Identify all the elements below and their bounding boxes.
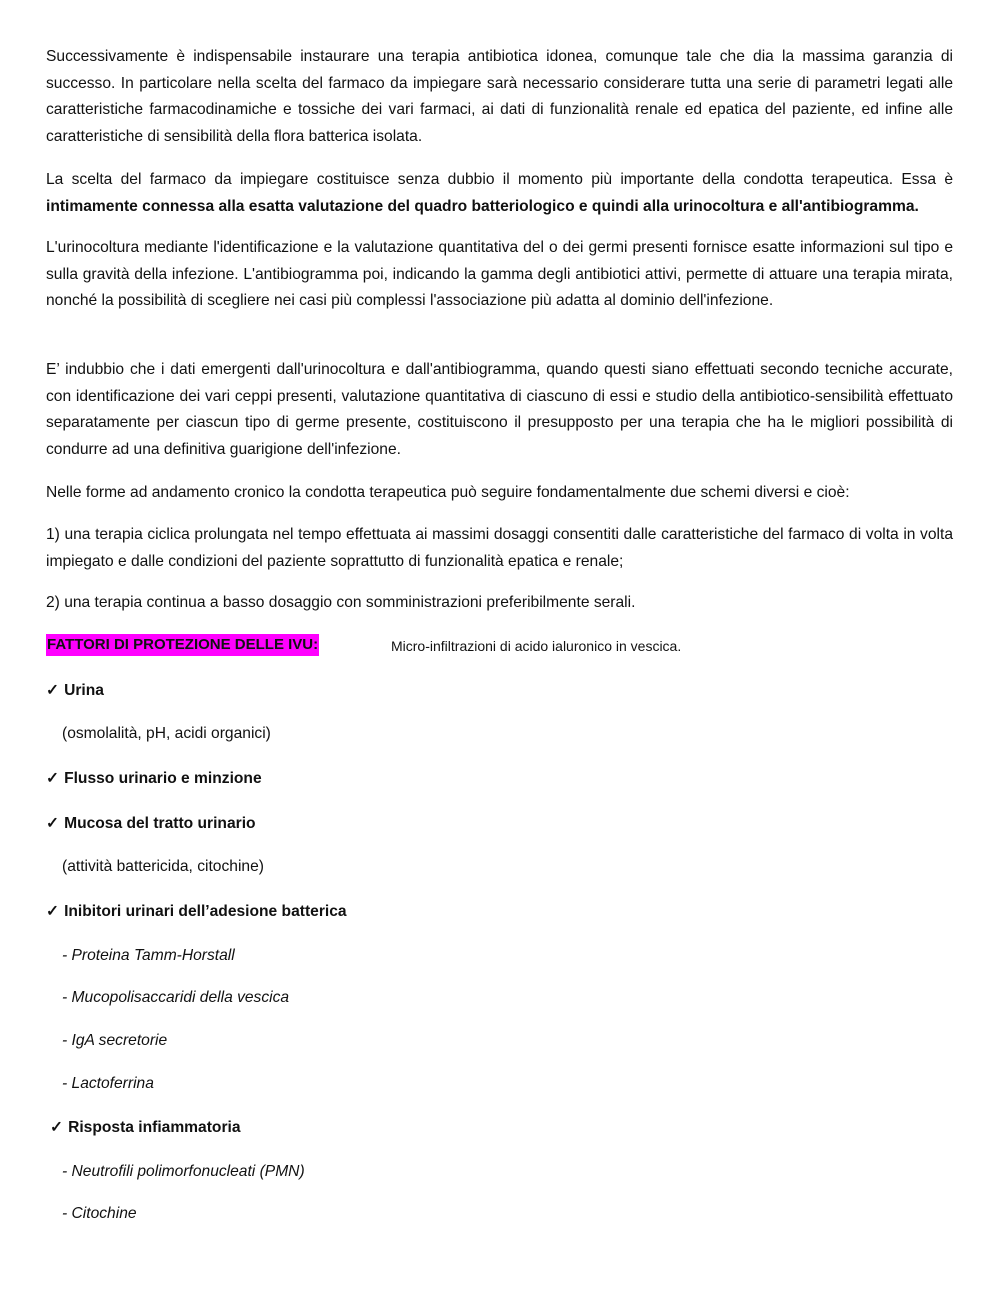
list-item-inibitori [46,901,347,923]
check-icon: ✓ [46,770,60,787]
sub-item: - Lactoferrina [62,1075,154,1092]
list-item-label: Inibitori urinari dell’adesione batterica [64,903,347,920]
section-heading-highlighted: FATTORI DI PROTEZIONE DELLE IVU: [46,634,319,656]
paragraph-urinocoltura: L'urinocoltura mediante l'identificazione e la valutazione quantitativa del o dei germi presenti fornisce esatte informazioni sul tipo e sulla gravità della infezione. L'antibiogramma poi, indicando la gamma degli antibiotici attivi, permette di attuare una terapia mirata, nonché la possibilità di scegliere nei casi più complessi l'associazione più adatta al dominio dell'infezione. [46,239,953,309]
list-item-detail: (attività battericida, citochine) [62,858,264,875]
sub-item: - IgA secretorie [62,1032,168,1049]
list-item-label: Flusso urinario e minzione [64,770,262,787]
paragraph-cyclic-therapy: 1) una terapia ciclica prolungata nel tempo effettuata ai massimi dosaggi consentiti dalle caratteristiche del farmaco di volta in volta impiegato e dalle condizioni del paziente soprattutto di funzionalità epatica e renale; [46,526,953,570]
list-item-label: Mucosa del tratto urinario [64,815,256,832]
paragraph-drug-choice-text: La scelta del farmaco da impiegare costituisce senza dubbio il momento più importante della condotta terapeutica. Essa è [46,171,953,188]
list-item-detail: (osmolalità, pH, acidi organici) [62,725,271,742]
sub-item: - Citochine [62,1205,137,1222]
paragraph-continuous-therapy: 2) una terapia continua a basso dosaggio con somministrazioni preferibilmente serali. [46,594,636,611]
sub-item: - Mucopolisaccaridi della vescica [62,989,290,1006]
check-icon: ✓ [50,1119,64,1136]
paragraph-antibiotic-therapy: Successivamente è indispensabile instaurare una terapia antibiotica idonea, comunque tale che dia la massima garanzia di successo. In particolare nella scelta del farmaco da impiegare sarà necessario considerare tutta una serie di parametri legati alle caratteristiche farmacodinamiche e tossiche dei vari farmaci, ai dati di funzionalità renale ed epatica del paziente, ed infine alle caratteristiche di sensibilità della flora batterica isolata. [46,48,953,145]
list-item-risposta [50,1117,241,1139]
sub-item: - Proteina Tamm-Horstall [62,947,235,964]
sub-item: - Neutrofili polimorfonucleati (PMN) [62,1163,305,1180]
list-item-label: Urina [64,682,104,699]
check-icon: ✓ [46,815,60,832]
list-item-label: Risposta infiammatoria [68,1119,241,1136]
paragraph-chronic-forms: Nelle forme ad andamento cronico la condotta terapeutica può seguire fondamentalmente due schemi diversi e cioè: [46,484,850,501]
paragraph-drug-choice-bold: intimamente connessa alla esatta valutazione del quadro batteriologico e quindi alla urinocoltura e all'antibiogramma. [46,197,919,215]
list-item-mucosa [46,813,256,835]
paragraph-emerging-data: E’ indubbio che i dati emergenti dall'urinocoltura e dall'antibiogramma, quando questi siano effettuati secondo tecniche accurate, con identificazione dei vari ceppi presenti, valutazione quantitativa di ciascuno di essi e studio della antibiotico-sensibilità effettuato separatamente per ciascun tipo di germe presente, costituiscono il presupposto per una terapia che ha le migliori possibilità di condurre ad una definitiva guarigione dell'infezione. [46,361,953,458]
check-icon: ✓ [46,903,60,920]
list-item-urina [46,680,104,702]
list-item-flusso [46,768,262,790]
side-note: Micro-infiltrazioni di acido ialuronico in vescica. [391,638,682,654]
paragraph-drug-choice [46,167,953,220]
check-icon: ✓ [46,682,60,699]
